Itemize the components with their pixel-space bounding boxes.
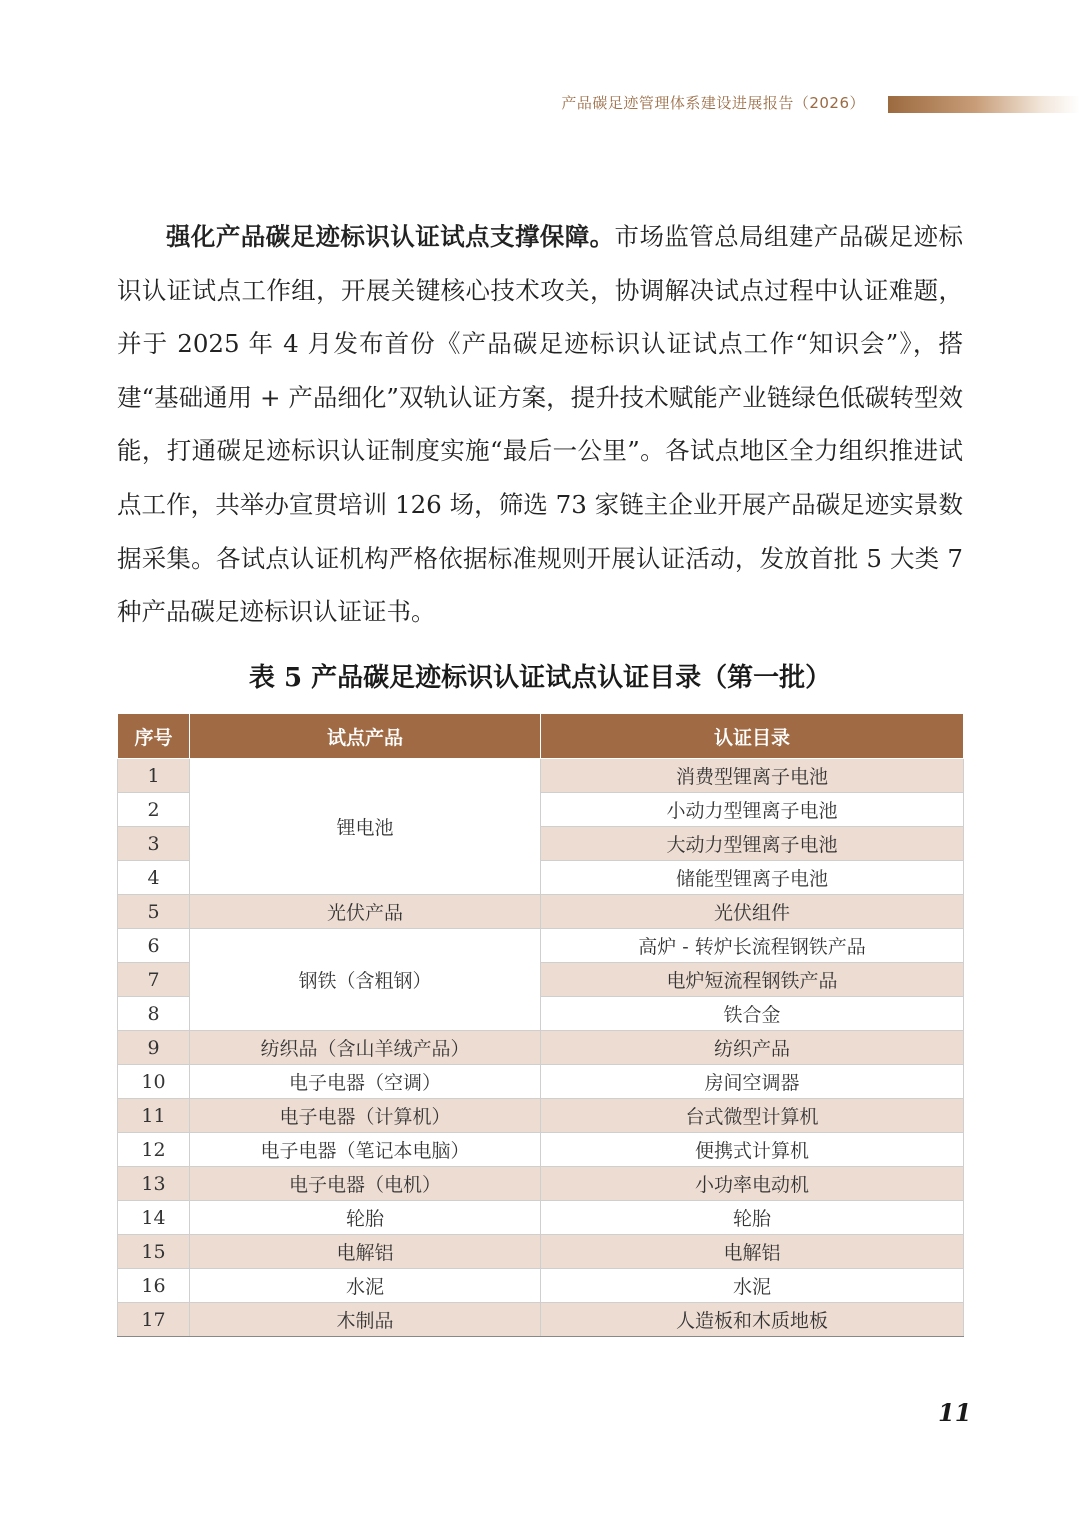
row-catalog: 储能型锂离子电池 bbox=[541, 861, 964, 895]
table-row bbox=[118, 1303, 964, 1337]
table-row bbox=[118, 1269, 964, 1303]
row-product: 锂电池 bbox=[190, 759, 541, 895]
row-number: 9 bbox=[118, 1031, 190, 1065]
paragraph-text: 市场监管总局组建产品碳足迹标识认证试点工作组，开展关键核心技术攻关，协调解决试点过程中认证难题，并于 2025 年 4 月发布首份《产品碳足迹标识认证试点工作“知识会”》，搭建“基础通用 + 产品细化”双轨认证方案，提升技术赋能产业链绿色低碳转型效能，打通碳足迹标识认证制度实施“最后一公里”。各试点地区全力组织推进试点工作，共举办宣贯培训 126 场，筛选 73 家链主企业开展产品碳足迹实景数据采集。各试点认证机构严格依据标准规则开展认证活动，发放首批 5 大类 7 种产品碳足迹标识认证证书。 bbox=[117, 222, 963, 627]
paragraph-lead-bold: 强化产品碳足迹标识认证试点支撑保障。 bbox=[166, 222, 615, 251]
header-serial-number: 序号 bbox=[118, 714, 190, 759]
page-number: 11 bbox=[938, 1398, 972, 1427]
row-catalog: 消费型锂离子电池 bbox=[541, 759, 964, 793]
row-catalog: 房间空调器 bbox=[541, 1065, 964, 1099]
row-catalog: 小动力型锂离子电池 bbox=[541, 793, 964, 827]
row-product: 纺织品（含山羊绒产品） bbox=[190, 1031, 541, 1065]
row-catalog: 纺织产品 bbox=[541, 1031, 964, 1065]
row-number: 10 bbox=[118, 1065, 190, 1099]
row-number: 15 bbox=[118, 1235, 190, 1269]
row-catalog: 人造板和木质地板 bbox=[541, 1303, 964, 1337]
row-catalog: 光伏组件 bbox=[541, 895, 964, 929]
row-number: 12 bbox=[118, 1133, 190, 1167]
row-catalog: 高炉 - 转炉长流程钢铁产品 bbox=[541, 929, 964, 963]
row-catalog: 便携式计算机 bbox=[541, 1133, 964, 1167]
table-row bbox=[118, 1031, 964, 1065]
row-number: 2 bbox=[118, 793, 190, 827]
row-catalog: 轮胎 bbox=[541, 1201, 964, 1235]
table-row bbox=[118, 1201, 964, 1235]
table-row bbox=[118, 1065, 964, 1099]
row-number: 13 bbox=[118, 1167, 190, 1201]
row-number: 16 bbox=[118, 1269, 190, 1303]
row-product: 水泥 bbox=[190, 1269, 541, 1303]
row-product: 电子电器（计算机） bbox=[190, 1099, 541, 1133]
row-product: 电子电器（笔记本电脑） bbox=[190, 1133, 541, 1167]
row-product: 光伏产品 bbox=[190, 895, 541, 929]
table-row bbox=[118, 1099, 964, 1133]
table-row bbox=[118, 1167, 964, 1201]
row-product: 电子电器（空调） bbox=[190, 1065, 541, 1099]
header-decorative-bar bbox=[888, 96, 1080, 113]
row-product: 轮胎 bbox=[190, 1201, 541, 1235]
row-catalog: 电解铝 bbox=[541, 1235, 964, 1269]
row-product: 电子电器（电机） bbox=[190, 1167, 541, 1201]
row-catalog: 台式微型计算机 bbox=[541, 1099, 964, 1133]
row-number: 7 bbox=[118, 963, 190, 997]
row-number: 4 bbox=[118, 861, 190, 895]
row-product: 木制品 bbox=[190, 1303, 541, 1337]
table-row bbox=[118, 895, 964, 929]
row-product: 钢铁（含粗钢） bbox=[190, 929, 541, 1031]
row-number: 3 bbox=[118, 827, 190, 861]
table-caption: 表 5 产品碳足迹标识认证试点认证目录（第一批） bbox=[248, 663, 832, 693]
row-catalog: 大动力型锂离子电池 bbox=[541, 827, 964, 861]
header-pilot-product: 试点产品 bbox=[190, 714, 541, 759]
table-row bbox=[118, 929, 964, 963]
body-paragraph bbox=[117, 210, 963, 639]
certification-catalog-table bbox=[117, 713, 964, 1337]
row-catalog: 小功率电动机 bbox=[541, 1167, 964, 1201]
table-row bbox=[118, 1235, 964, 1269]
row-number: 5 bbox=[118, 895, 190, 929]
row-number: 14 bbox=[118, 1201, 190, 1235]
row-number: 6 bbox=[118, 929, 190, 963]
row-number: 11 bbox=[118, 1099, 190, 1133]
header-certification-catalog: 认证目录 bbox=[541, 714, 964, 759]
row-product: 电解铝 bbox=[190, 1235, 541, 1269]
row-number: 17 bbox=[118, 1303, 190, 1337]
table-header-row bbox=[118, 714, 964, 759]
row-catalog: 铁合金 bbox=[541, 997, 964, 1031]
table-row bbox=[118, 1133, 964, 1167]
row-catalog: 水泥 bbox=[541, 1269, 964, 1303]
table-row bbox=[118, 759, 964, 793]
row-number: 8 bbox=[118, 997, 190, 1031]
running-header-title: 产品碳足迹管理体系建设进展报告（2026） bbox=[561, 94, 865, 112]
row-number: 1 bbox=[118, 759, 190, 793]
row-catalog: 电炉短流程钢铁产品 bbox=[541, 963, 964, 997]
